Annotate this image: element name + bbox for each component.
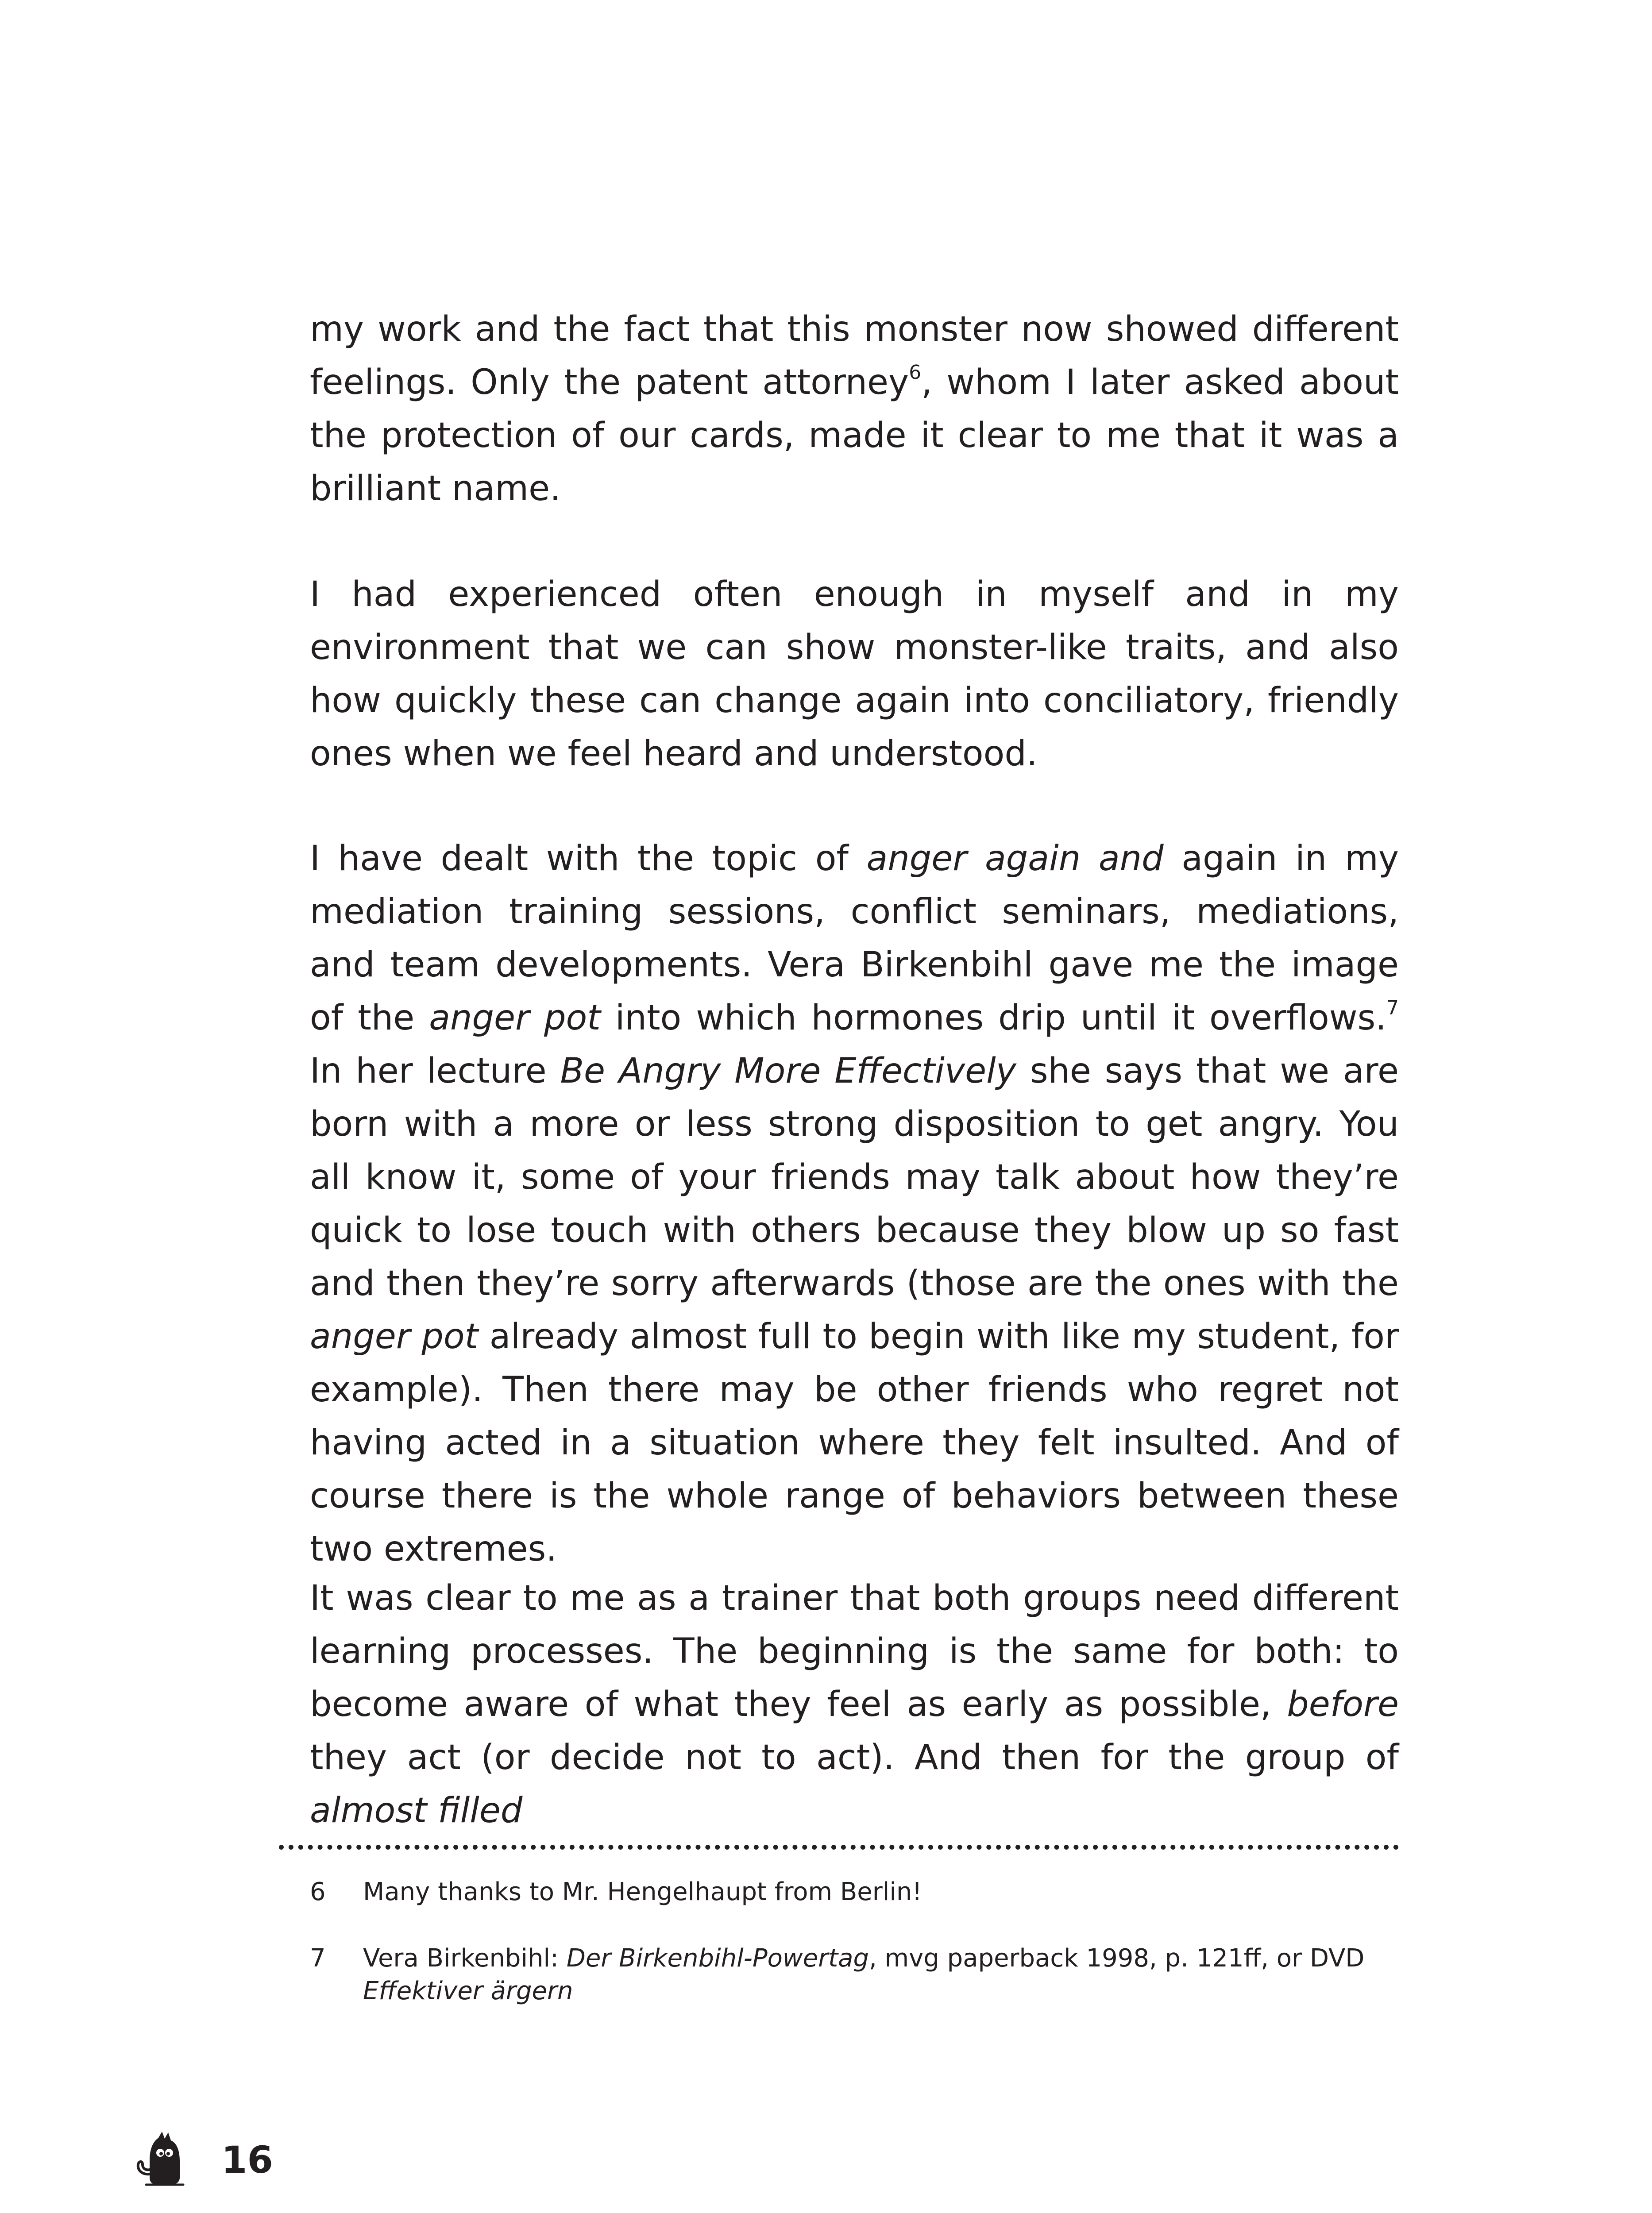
paragraph-4-text-b: they act (or decide not to act). And then for the group of	[310, 1738, 1399, 1777]
paragraph-3-italic-3: Be Angry More Effectively	[560, 1051, 1016, 1091]
footnote-6-number: 6	[310, 1878, 326, 1906]
footnote-7-italic-2: Effektiver ärgern	[363, 1977, 573, 2005]
paragraph-1-text-a: my work and the fact that this monster now showed different feelings. Only the patent attorney	[310, 309, 1399, 402]
footnote-ref-6[interactable]: 6	[909, 361, 922, 384]
paragraph-4-italic-1: before	[1287, 1685, 1399, 1724]
paragraph-3-italic-1: anger again and	[866, 839, 1164, 879]
paragraph-2-text: I had experienced often enough in myself and in my environment that we can show monster-like traits, and also how quickly these can change again into conciliatory, friendly ones when we feel heard and understood.	[310, 574, 1399, 774]
paragraph-4	[310, 1572, 1399, 1837]
paragraph-3-text-e: she says that we are born with a more or less strong disposition to get angry. You all know it, some of your friends may talk about how they’re quick to lose touch with others because they blow up so fast and then they’re sorry afterwards (those are the ones with the	[310, 1051, 1399, 1303]
paragraph-3-text-b: again in my mediation training sessions, conflict seminars, mediations, and team developments. Vera Birkenbihl gave me the image of the	[310, 839, 1399, 1038]
footnote-7-text-a: Vera Birkenbihl:	[363, 1944, 567, 1973]
paragraph-3-text-a: I have dealt with the topic of	[310, 839, 867, 879]
footnote-7-text-b: , mvg paperback 1998, p. 121ff, or DVD	[869, 1944, 1365, 1973]
paragraph-3-italic-2: anger pot	[429, 998, 601, 1038]
footnote-7-italic-1: Der Birkenbihl-Powertag	[566, 1944, 869, 1973]
page-footer	[133, 2130, 310, 2187]
paragraph-1	[310, 303, 1399, 515]
paragraph-1-text-b: , whom I later asked about the protection of our cards, made it clear to me that it was a brilliant name.	[310, 362, 1399, 509]
footnote-7-number: 7	[310, 1944, 326, 1973]
footnote-divider	[279, 1845, 1399, 1850]
monster-mascot-icon	[133, 2130, 190, 2187]
paragraph-4-italic-2: almost filled	[310, 1791, 523, 1831]
paragraph-2	[310, 568, 1399, 780]
footnote-7-text	[363, 1942, 1399, 2008]
page-number: 16	[221, 2138, 273, 2182]
paragraph-3	[310, 832, 1399, 1576]
footnote-6	[310, 1876, 1399, 1908]
paragraph-4-text-a: It was clear to me as a trainer that both groups need different learning processes. The beginning is the same for both: to become aware of what they feel as early as possible,	[310, 1578, 1399, 1724]
paragraph-3-text-d: In her lecture	[310, 1051, 560, 1091]
paragraph-3-text-f: already almost full to begin with like my student, for example). Then there may be other friends who regret not having acted in a situation where they felt insulted. And of course there is the whole range of behaviors between these two extremes.	[310, 1317, 1399, 1569]
footnote-ref-7[interactable]: 7	[1386, 997, 1399, 1019]
footnote-6-text: Many thanks to Mr. Hengelhaupt from Berlin!	[363, 1878, 922, 1906]
footnote-7	[310, 1942, 1399, 2008]
paragraph-3-text-c: into which hormones drip until it overflows.	[600, 998, 1387, 1038]
paragraph-3-italic-4: anger pot	[310, 1317, 479, 1357]
